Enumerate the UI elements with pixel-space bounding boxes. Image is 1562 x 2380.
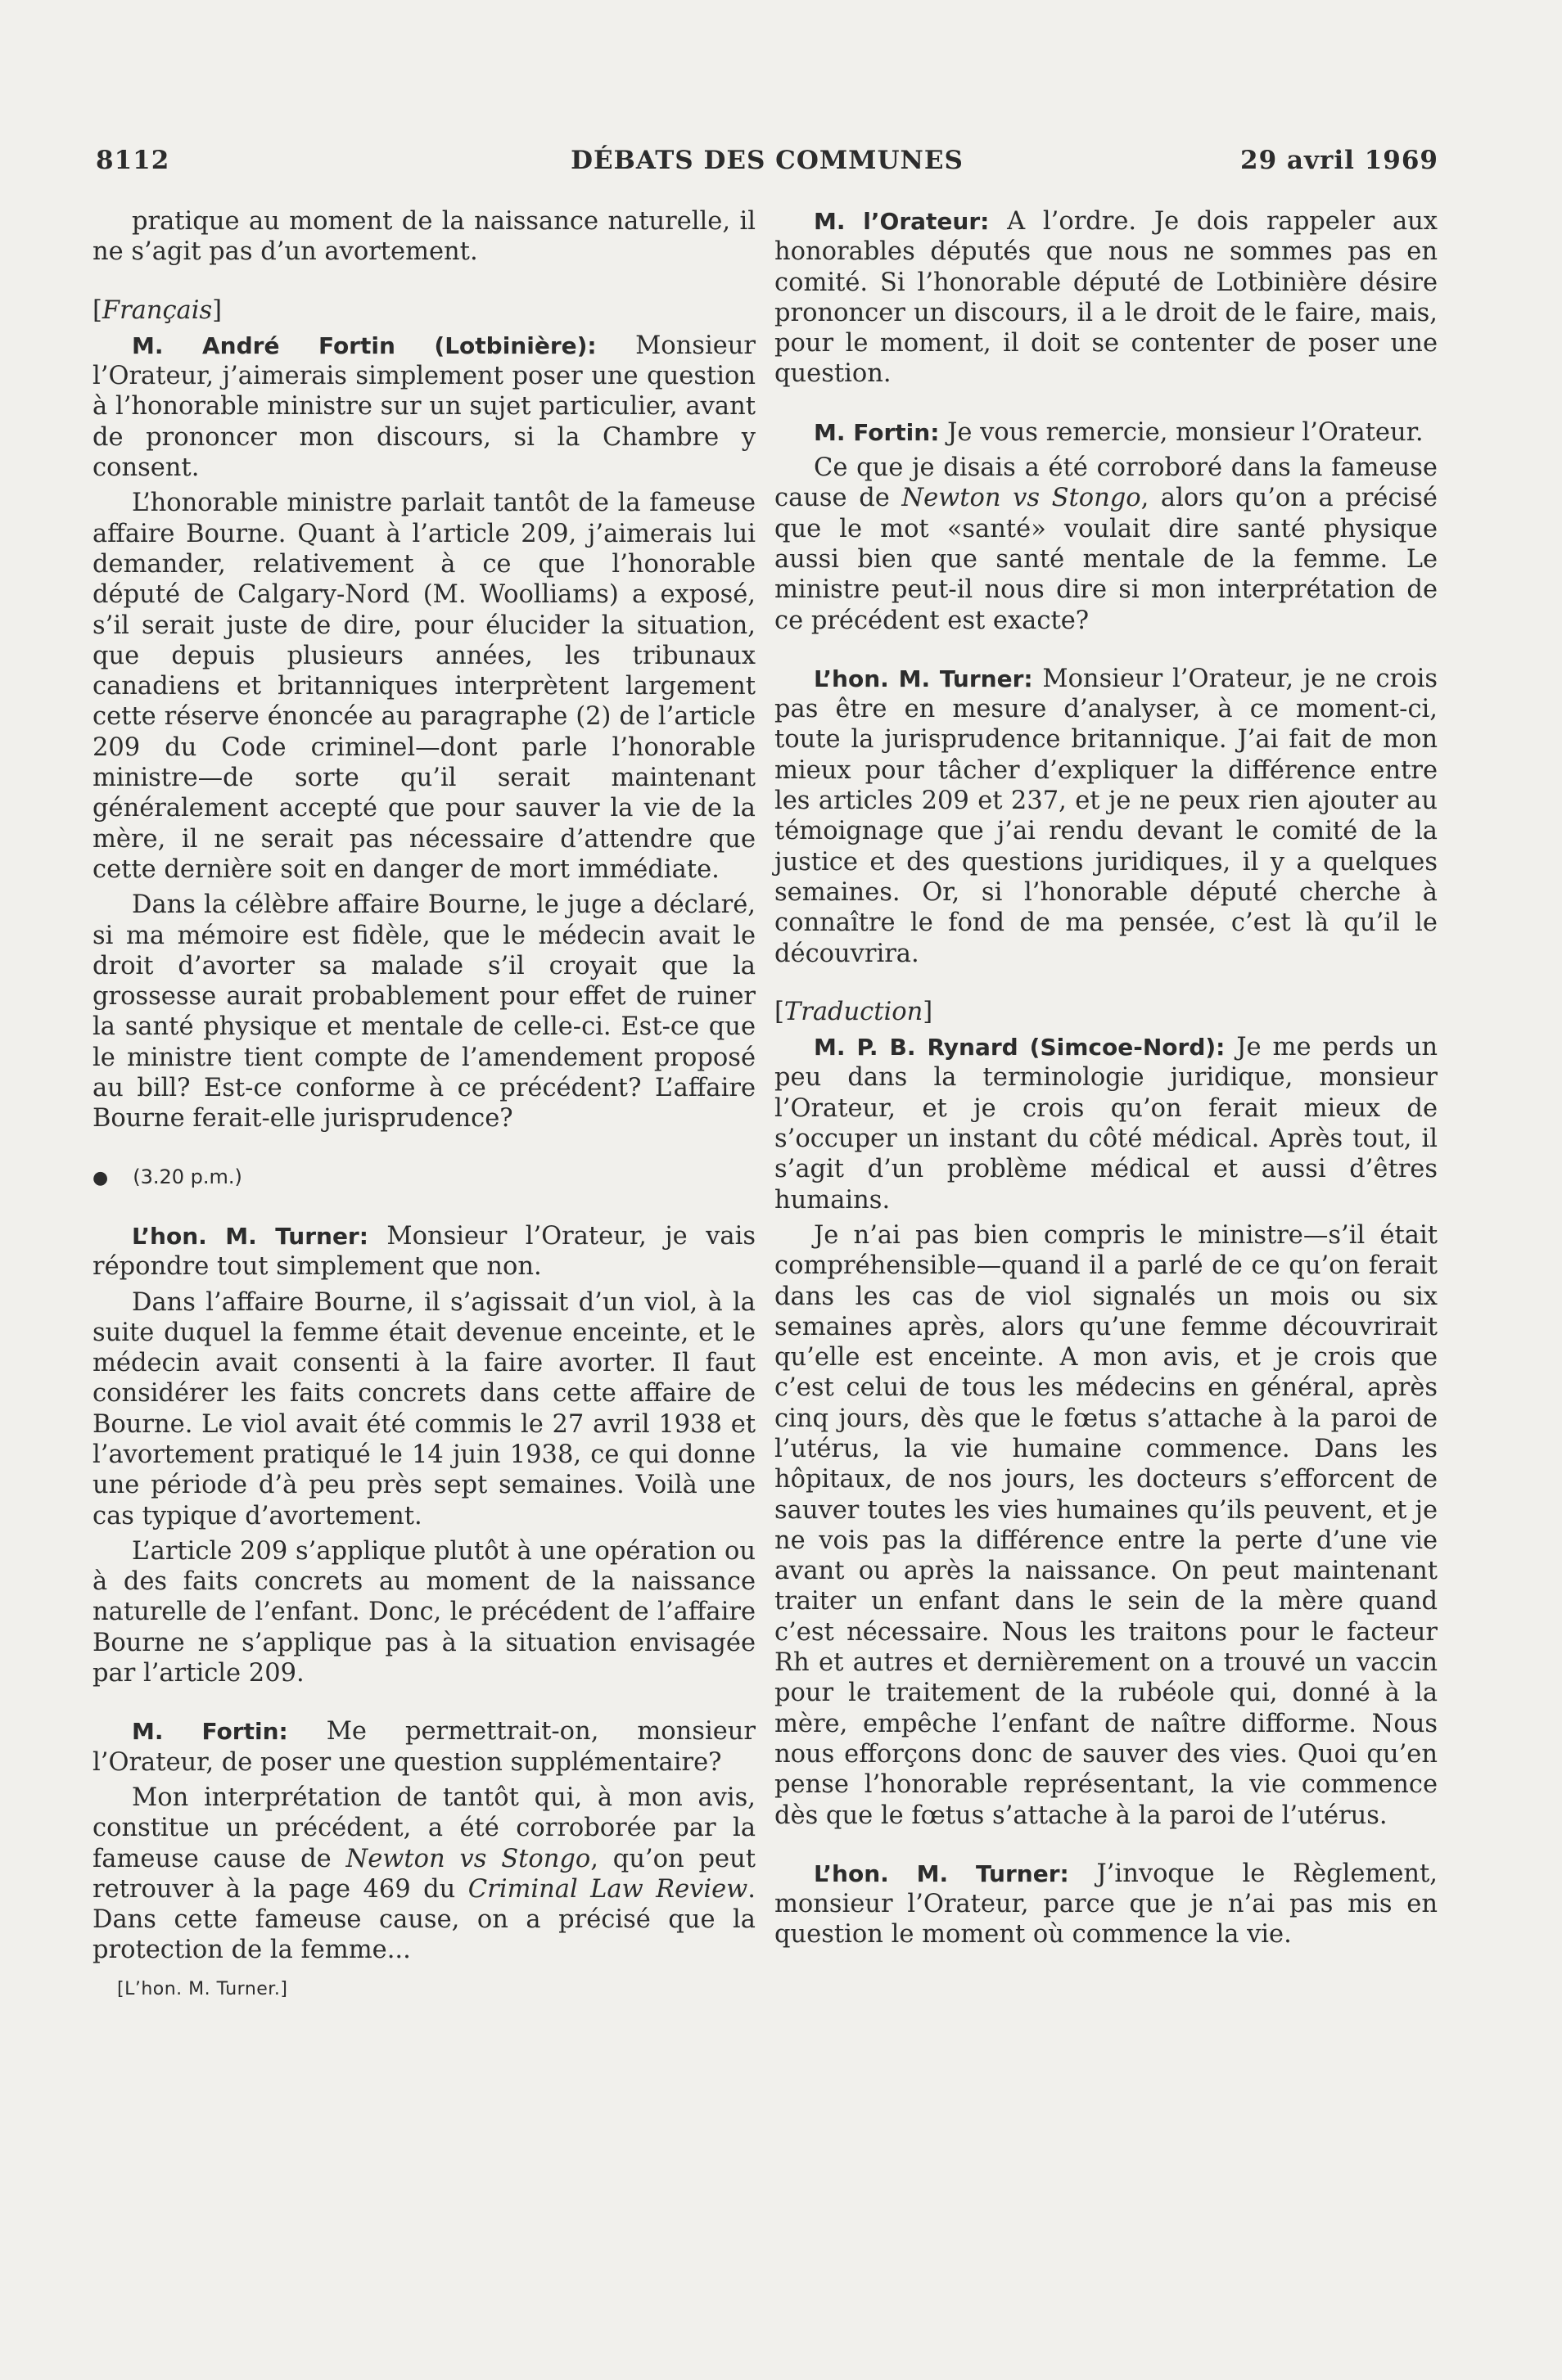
left-column — [93, 206, 756, 2004]
speech-orateur: M. l’Orateur: A l’ordre. Je dois rappeler aux honorables députés que nous ne sommes pas en comité. Si l’honorable député de Lotbinière désire prononcer un discours, il a le droit de le faire, mais, pour le moment, il doit se contenter de poser une question. — [774, 207, 1438, 389]
speaker-name: M. André Fortin (Lotbinière): — [132, 331, 597, 359]
speaker-name: M. l’Orateur: — [814, 208, 990, 235]
page-number: 8112 — [96, 146, 170, 175]
paragraph: L’article 209 s’applique plutôt à une opération ou à des faits concrets au moment de la naissance naturelle de l’enfant. Donc, le précédent de l’affaire Bourne ne s’applique pas à la situation envisagée par l’article 209. — [93, 1536, 756, 1688]
speech-rynard: M. P. B. Rynard (Simcoe-Nord): Je me perds un peu dans la terminologie juridique, monsieur l’Orateur, et je crois qu’on ferait mieux de s’occuper un instant du côté médical. Après tout, il s’agit d’un problème médical et aussi d’êtres humains. — [774, 1033, 1438, 1215]
speaker-name: M. Fortin: — [814, 418, 940, 446]
paragraph: Dans la célèbre affaire Bourne, le juge a déclaré, si ma mémoire est fidèle, que le médecin avait le droit d’avorter sa malade s’il croyait que la grossesse aurait probablement pour effet de ruiner la santé physique et mentale de celle-ci. Est-ce que le ministre tient compte de l’amendement proposé au bill? Est-ce conforme à ce précédent? L’affaire Bourne ferait-elle jurisprudence? — [93, 890, 756, 1134]
language-marker: [Français] — [93, 295, 223, 325]
speech-turner-2: L’hon. M. Turner: Monsieur l’Orateur, je ne crois pas être en mesure d’analyser, à ce moment-ci, toute la jurisprudence britannique. J’ai fait de mon mieux pour tâcher d’expliquer la différence entre les articles 209 et 237, et je ne peux rien ajouter au témoignage que j’ai rendu devant le comité de la justice et des questions juridiques, il y a quelques semaines. Or, si l’honorable député cherche à connaître le fond de ma pensée, c’est là qu’il le découvrira. — [774, 664, 1438, 968]
paragraph: Dans l’affaire Bourne, il s’agissait d’un viol, à la suite duquel la femme était devenue enceinte, et le médecin avait consenti à la faire avorter. Il faut considérer les faits concrets dans cette affaire de Bourne. Le viol avait été commis le 27 avril 1938 et l’avortement pratiqué le 14 juin 1938, ce qui donne une période d’à peu près sept semaines. Voilà une cas typique d’avortement. — [93, 1287, 756, 1530]
case-name: Newton vs Stongo — [345, 1844, 591, 1873]
speech-fortin-2: M. Fortin: Me permettrait-on, monsieur l’Orateur, de poser une question supplémentaire? — [93, 1717, 756, 1777]
paragraph: Je n’ai pas bien compris le ministre—s’il était compréhensible—quand il a parlé de ce qu’on ferait dans les cas de viol signalés un mois ou six semaines après, alors qu’une femme découvrirait qu’elle est enceinte. A mon avis, et je crois que c’est celui de tous les médecins en général, après cinq jours, dès que le fœtus s’attache à la paroi de l’utérus, la vie humaine commence. Dans les hôpitaux, de nos jours, les docteurs s’efforcent de sauver toutes les vies humaines qu’ils peuvent, et je ne vois pas la différence entre la perte d’une vie avant ou après la naissance. On peut maintenant traiter un enfant dans le sein de la mère quand c’est nécessaire. Nous les traitons pour le facteur Rh et autres et dernièrement on a trouvé un vaccin pour le traitement de la rubéole qui, donné à la mère, empêche l’enfant de naître difforme. Nous nous efforçons donc de sauver des vies. Quoi qu’en pense l’honorable représentant, la vie commence dès que le fœtus s’attache à la paroi de l’utérus. — [774, 1220, 1438, 1830]
speaker-name: L’hon. M. Turner: — [814, 665, 1033, 692]
page-title: DÉBATS DES COMMUNES — [571, 146, 964, 175]
speaker-name: L’hon. M. Turner: — [132, 1222, 368, 1250]
speech-turner-3: L’hon. M. Turner: J’invoque le Règlement, monsieur l’Orateur, parce que je n’ai pas mis en question le moment où commence la vie. — [774, 1859, 1438, 1950]
speaker-name: M. Fortin: — [132, 1718, 288, 1746]
paragraph: L’honorable ministre parlait tantôt de la fameuse affaire Bourne. Quant à l’article 209, j’aimerais lui demander, relativement à ce que l’honorable député de Calgary-Nord (M. Woolliams) a exposé, s’il serait juste de dire, pour élucider la situation, que depuis plusieurs années, les tribunaux canadiens et britanniques interprètent largement cette réserve énoncée au paragraphe (2) de l’article 209 du Code criminel—dont parle l’honorable ministre—de sorte qu’il serait maintenant généralement accepté que pour sauver la vie de la mère, il ne serait pas nécessaire d’attendre que cette dernière soit en danger de mort immédiate. — [93, 489, 756, 884]
footnote: [L’hon. M. Turner.] — [117, 1978, 288, 1999]
paragraph: Mon interprétation de tantôt qui, à mon avis, constitue un précédent, a été corroborée par la fameuse cause de Newton vs Stongo, qu’on peut retrouver à la page 469 du Criminal Law Review. Dans cette fameuse cause, on a précisé que la protection de la femme... — [93, 1783, 756, 1965]
language-marker: [Traduction] — [774, 997, 933, 1026]
speech-fortin-1: M. André Fortin (Lotbinière): Monsieur l’Orateur, j’aimerais simplement poser une question à l’honorable ministre sur un sujet particulier, avant de prononcer mon discours, si la Chambre y consent. — [93, 331, 756, 483]
bullet-icon: ● — [93, 1167, 109, 1188]
right-column — [774, 206, 1438, 1950]
speech-fortin-3: M. Fortin: Je vous remercie, monsieur l’Orateur. — [814, 417, 1424, 447]
case-name: Newton vs Stongo — [901, 484, 1141, 513]
time-marker: ● (3.20 p.m.) — [93, 1162, 756, 1193]
publication-name: Criminal Law Review — [467, 1874, 748, 1904]
speaker-name: M. P. B. Rynard (Simcoe-Nord): — [814, 1034, 1226, 1062]
paragraph: pratique au moment de la naissance naturelle, il ne s’agit pas d’un avortement. — [93, 207, 756, 267]
page-date: 29 avril 1969 — [1240, 146, 1438, 175]
page-header — [96, 146, 1438, 178]
speaker-name: L’hon. M. Turner: — [814, 1859, 1069, 1887]
speech-turner-1: L’hon. M. Turner: Monsieur l’Orateur, je vais répondre tout simplement que non. — [93, 1221, 756, 1282]
paragraph: Ce que je disais a été corroboré dans la fameuse cause de Newton vs Stongo, alors qu’on a précisé que le mot «santé» voulait dire santé physique aussi bien que santé mentale de la femme. Le ministre peut-il nous dire si mon interprétation de ce précédent est exacte? — [774, 453, 1438, 635]
